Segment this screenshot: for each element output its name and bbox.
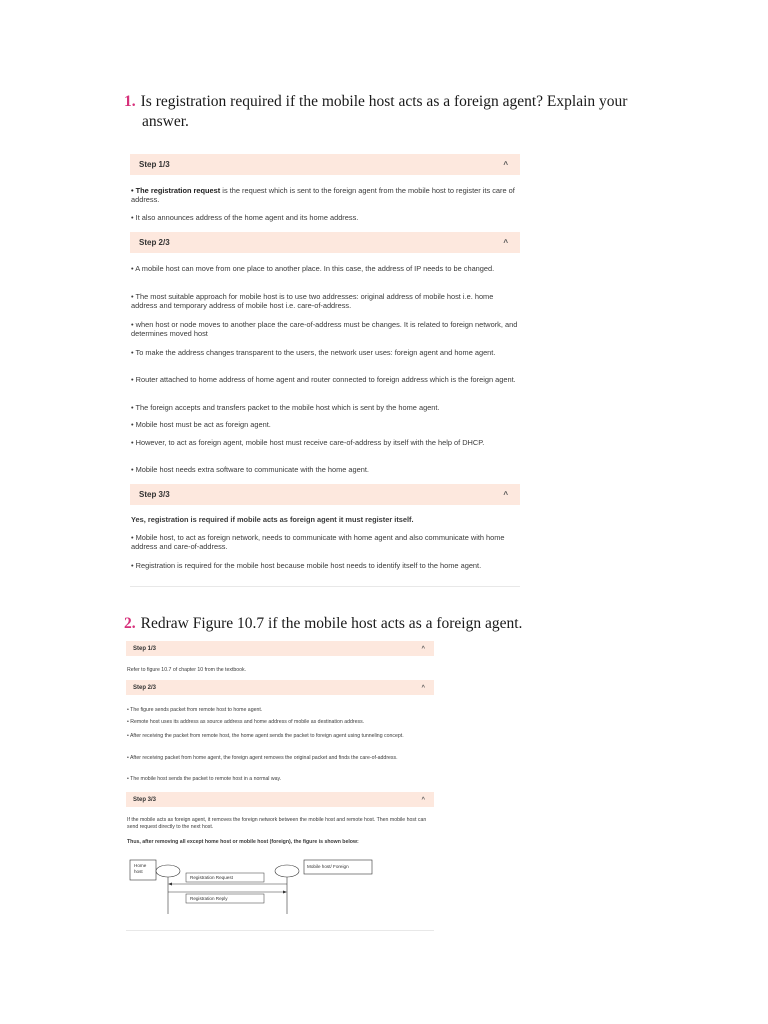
- registration-reply-label: Registration Reply: [190, 896, 228, 901]
- q2-step1-label: Step 1/3: [133, 645, 157, 652]
- q1-step2-item: • Mobile host must be act as foreign agent.: [131, 420, 271, 429]
- registration-diagram: [126, 854, 386, 916]
- section-divider: [130, 586, 520, 587]
- home-host-node: [156, 865, 180, 877]
- q1-step3-paragraph2: • Registration is required for the mobile host because mobile host needs to identify itself to the home agent.: [131, 561, 482, 570]
- chevron-up-icon[interactable]: ^: [503, 160, 508, 169]
- q1-step1-bold: • The registration request: [131, 186, 221, 195]
- chevron-up-icon[interactable]: ^: [421, 684, 425, 691]
- q2-step2-item: • The figure sends packet from remote host to home agent.: [127, 707, 263, 713]
- q1-step1-header[interactable]: [130, 154, 520, 175]
- q1-step1-paragraph: [131, 187, 519, 205]
- q1-step3-paragraph: • Mobile host, to act as foreign network, needs to communicate with home agent and also communicate with home address and care-of-address.: [131, 533, 505, 551]
- q1-step2-item: • when host or node moves to another place the care-of-address must be changes. It is related to foreign network, and determines moved host: [131, 320, 518, 338]
- q2-step2-item: • After receiving packet from home agent, the foreign agent removes the original packet and finds the care-of-address.: [127, 755, 398, 761]
- q2-step2-label: Step 2/3: [133, 684, 157, 691]
- section-divider: [126, 930, 434, 931]
- q1-step2-header[interactable]: [130, 232, 520, 253]
- q1-step1-text: is the request which is sent to the foreign agent from the mobile host to register its care of address.: [131, 186, 515, 204]
- question-2-number: 2.: [124, 615, 136, 632]
- q1-step3-header[interactable]: [130, 484, 520, 505]
- chevron-up-icon[interactable]: ^: [421, 796, 425, 803]
- mobile-host-node: [275, 865, 299, 877]
- question-2-title-text: Redraw Figure 10.7 if the mobile host acts as a foreign agent.: [140, 615, 523, 632]
- q2-step3-bold: Thus, after removing all except home host or mobile host (foreign), the figure is shown below:: [127, 839, 359, 845]
- question-1-title: [124, 92, 654, 132]
- q1-step3-label: Step 3/3: [139, 490, 170, 499]
- question-1-title-line2: answer.: [142, 113, 189, 130]
- q1-step1-paragraph2: • It also announces address of the home agent and its home address.: [131, 213, 359, 222]
- q1-step2-label: Step 2/3: [139, 238, 170, 247]
- q2-step1-header[interactable]: [126, 641, 434, 656]
- q2-step3-header[interactable]: [126, 792, 434, 807]
- q2-step2-item: • The mobile host sends the packet to remote host in a normal way.: [127, 776, 282, 782]
- mobile-host-label: Mobile host/ Foreign: [307, 864, 349, 869]
- q1-step2-item: • To make the address changes transparent to the users, the network user uses: foreign agent and home agent.: [131, 348, 496, 357]
- registration-request-arrowhead: [168, 883, 172, 886]
- chevron-up-icon[interactable]: ^: [503, 490, 508, 499]
- q1-step2-item: • Router attached to home address of home agent and router connected to foreign address which is the foreign agent.: [131, 375, 516, 384]
- q1-step3-bold: Yes, registration is required if mobile acts as foreign agent it must register itself.: [131, 515, 414, 524]
- question-2-title: [124, 614, 644, 634]
- q1-step1-label: Step 1/3: [139, 160, 170, 169]
- q2-step1-text: Refer to figure 10.7 of chapter 10 from the textbook.: [127, 667, 247, 673]
- registration-request-label: Registration Request: [190, 875, 233, 880]
- q2-step2-header[interactable]: [126, 680, 434, 695]
- question-1-number: 1.: [124, 93, 136, 110]
- q1-step2-item: • Mobile host needs extra software to communicate with the home agent.: [131, 465, 369, 474]
- q1-step2-item: • However, to act as foreign agent, mobile host must receive care-of-address by itself with the help of DHCP.: [131, 438, 485, 447]
- q1-step2-item: • The foreign accepts and transfers packet to the mobile host which is sent by the home agent.: [131, 403, 440, 412]
- question-1-title-line1: Is registration required if the mobile host acts as a foreign agent? Explain your: [140, 93, 628, 110]
- chevron-up-icon[interactable]: ^: [421, 645, 425, 652]
- chevron-up-icon[interactable]: ^: [503, 238, 508, 247]
- home-host-label: Home host: [134, 863, 147, 874]
- q1-step2-item: • A mobile host can move from one place to another place. In this case, the address of IP needs to be changed.: [131, 264, 495, 273]
- q2-step3-label: Step 3/3: [133, 796, 157, 803]
- q2-step2-item: • Remote host uses its address as source address and home address of mobile as destination address.: [127, 719, 365, 725]
- registration-reply-arrowhead: [283, 891, 287, 894]
- q2-step2-item: • After receiving the packet from remote host, the home agent sends the packet to foreign agent using tunneling concept.: [127, 733, 404, 739]
- q2-step3-text: If the mobile acts as foreign agent, it removes the foreign network between the mobile host and remote host. Then mobile host can send request directly to the next host.: [127, 817, 427, 830]
- q1-step2-item: • The most suitable approach for mobile host is to use two addresses: original address of mobile host i.e. home address and temporary address of mobile host i.e. care-of-address.: [131, 292, 494, 310]
